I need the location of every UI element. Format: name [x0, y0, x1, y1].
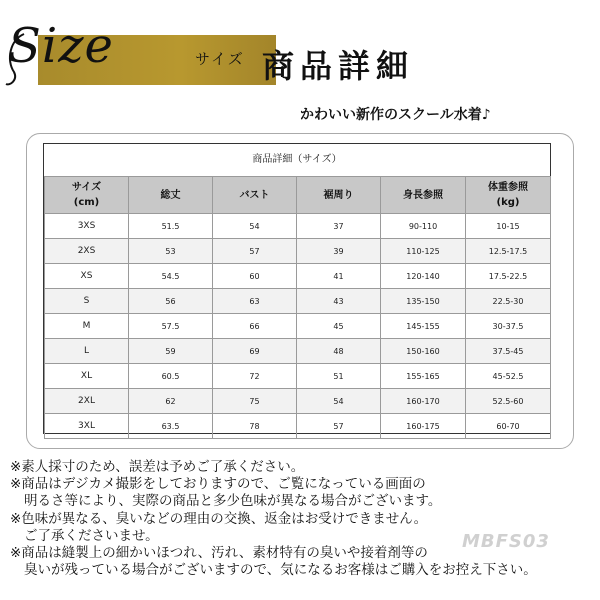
- size-label-jp: サイズ: [195, 50, 245, 68]
- table-cell: 12.5-17.5: [466, 239, 551, 264]
- table-cell: 69: [213, 339, 297, 364]
- header-weight-ref: 体重参照 (kg): [466, 177, 551, 214]
- table-caption: 商品詳細（サイズ）: [252, 154, 342, 165]
- table-cell: 160-170: [381, 389, 466, 414]
- table-cell: 45: [297, 314, 381, 339]
- note-line: ※素人採寸のため、誤差は予めご了承ください。: [10, 459, 305, 475]
- table-cell: 160-175: [381, 414, 466, 439]
- size-cell: L: [45, 339, 129, 364]
- table-cell: 59: [129, 339, 213, 364]
- table-cell: 60-70: [466, 414, 551, 439]
- table-row: [45, 264, 551, 289]
- table-cell: 57: [297, 414, 381, 439]
- note-line: ※商品はデジカメ撮影をしておりますので、ご覧になっている画面の: [10, 476, 426, 493]
- table-cell: 60: [213, 264, 297, 289]
- table-cell: 51: [297, 364, 381, 389]
- watermark: MBFS03: [462, 531, 550, 552]
- table-cell: 41: [297, 264, 381, 289]
- table-cell: 45-52.5: [466, 364, 551, 389]
- table-header-row: [45, 177, 551, 214]
- table-cell: 37.5-45: [466, 339, 551, 364]
- note-line: ご了承くださいませ。: [24, 527, 159, 544]
- size-table-panel: [43, 143, 551, 434]
- table-cell: 60.5: [129, 364, 213, 389]
- table-cell: 22.5-30: [466, 289, 551, 314]
- table-cell: 54.5: [129, 264, 213, 289]
- page-title: 商品詳細: [262, 47, 415, 85]
- table-cell: 54: [297, 389, 381, 414]
- table-row: [45, 289, 551, 314]
- table-row: [45, 214, 551, 239]
- size-cell: XL: [45, 364, 129, 389]
- table-cell: 78: [213, 414, 297, 439]
- script-size-word: Size: [8, 18, 114, 74]
- table-cell: 54: [213, 214, 297, 239]
- table-cell: 57: [213, 239, 297, 264]
- size-cell: 2XL: [45, 389, 129, 414]
- header-height-ref: 身長参照: [381, 177, 466, 214]
- subtitle: かわいい新作のスクール水着♪: [300, 107, 491, 123]
- table-cell: 135-150: [381, 289, 466, 314]
- size-cell: M: [45, 314, 129, 339]
- table-cell: 66: [213, 314, 297, 339]
- table-cell: 145-155: [381, 314, 466, 339]
- note-line: 明るさ等により、実際の商品と多少色味が異なる場合がございます。: [24, 493, 442, 510]
- size-cell: S: [45, 289, 129, 314]
- table-cell: 90-110: [381, 214, 466, 239]
- table-cell: 62: [129, 389, 213, 414]
- size-table: [44, 176, 551, 439]
- table-cell: 39: [297, 239, 381, 264]
- size-cell: 3XS: [45, 214, 129, 239]
- table-row: [45, 364, 551, 389]
- table-row: [45, 339, 551, 364]
- table-row: [45, 389, 551, 414]
- size-cell: 3XL: [45, 414, 129, 439]
- table-cell: 52.5-60: [466, 389, 551, 414]
- note-line: ※商品は縫製上の細かいほつれ、汚れ、素材特有の臭いや接着剤等の: [10, 545, 428, 562]
- table-row: [45, 314, 551, 339]
- table-cell: 53: [129, 239, 213, 264]
- table-cell: 110-125: [381, 239, 466, 264]
- table-cell: 17.5-22.5: [466, 264, 551, 289]
- table-cell: 150-160: [381, 339, 466, 364]
- table-cell: 43: [297, 289, 381, 314]
- table-cell: 155-165: [381, 364, 466, 389]
- note-line: 臭いが残っている場合がございますので、気になるお客様はご購入をお控え下さい。: [24, 562, 537, 579]
- table-cell: 72: [213, 364, 297, 389]
- table-cell: 75: [213, 389, 297, 414]
- notes-section: [10, 459, 595, 579]
- table-cell: 56: [129, 289, 213, 314]
- table-cell: 57.5: [129, 314, 213, 339]
- header-hem: 裾周り: [297, 177, 381, 214]
- table-row: [45, 414, 551, 439]
- note-line: ※色味が異なる、臭いなどの理由の交換、返金はお受けできません。: [10, 510, 428, 527]
- size-cell: XS: [45, 264, 129, 289]
- header-bust: バスト: [213, 177, 297, 214]
- table-cell: 51.5: [129, 214, 213, 239]
- table-cell: 30-37.5: [466, 314, 551, 339]
- table-cell: 48: [297, 339, 381, 364]
- table-cell: 120-140: [381, 264, 466, 289]
- header-length: 総丈: [129, 177, 213, 214]
- size-cell: 2XS: [45, 239, 129, 264]
- table-cell: 63.5: [129, 414, 213, 439]
- table-cell: 10-15: [466, 214, 551, 239]
- header-size: サイズ (cm): [45, 177, 129, 214]
- table-row: [45, 239, 551, 264]
- table-cell: 63: [213, 289, 297, 314]
- table-cell: 37: [297, 214, 381, 239]
